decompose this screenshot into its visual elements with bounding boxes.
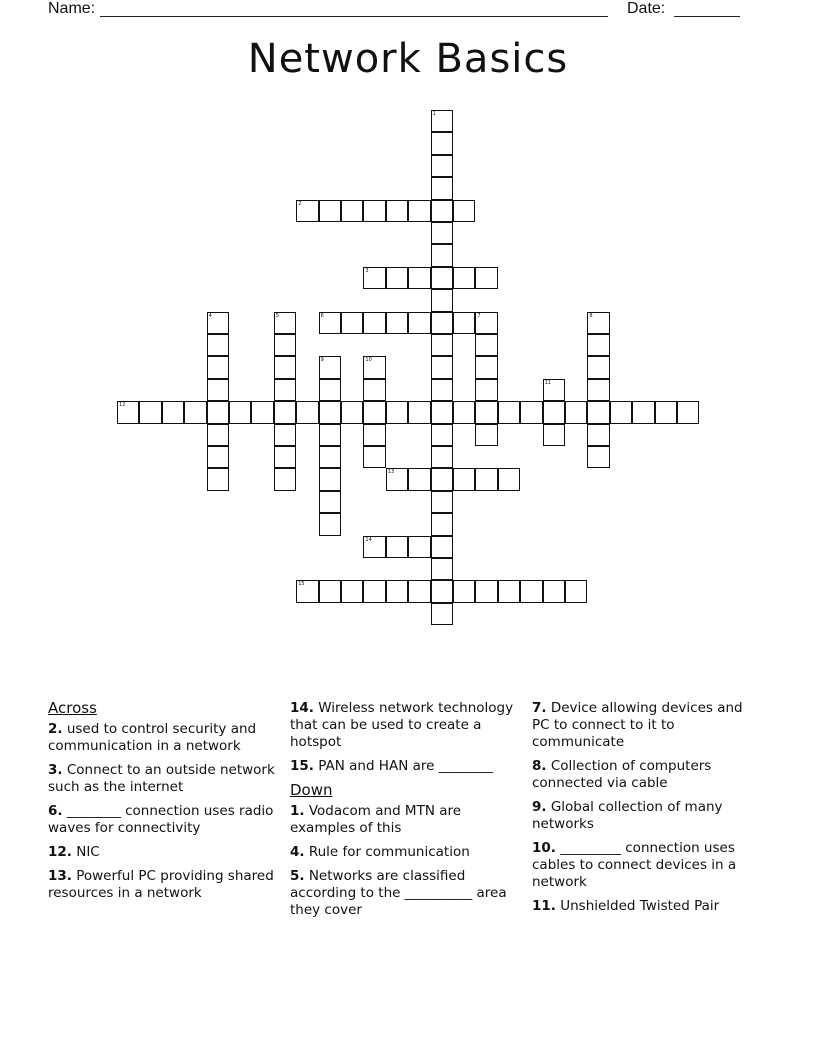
crossword-cell[interactable] — [207, 424, 229, 446]
clue-number: 11. — [532, 898, 556, 914]
crossword-cell[interactable] — [453, 580, 475, 602]
crossword-cell[interactable] — [408, 200, 430, 222]
across-heading: Across — [48, 699, 97, 717]
crossword-cell[interactable] — [632, 401, 654, 423]
crossword-cell[interactable] — [520, 401, 542, 423]
crossword-cell[interactable] — [431, 401, 453, 423]
crossword-cell[interactable] — [319, 312, 341, 334]
crossword-cell[interactable] — [363, 580, 385, 602]
crossword-cell[interactable] — [543, 379, 565, 401]
crossword-cell[interactable] — [475, 401, 497, 423]
crossword-cell[interactable] — [386, 401, 408, 423]
crossword-cell[interactable] — [431, 424, 453, 446]
cell-number: 11 — [544, 379, 551, 386]
crossword-cell[interactable] — [475, 468, 497, 490]
cell-number: 7 — [477, 312, 481, 319]
crossword-cell[interactable] — [386, 580, 408, 602]
crossword-cell[interactable] — [363, 267, 385, 289]
page-title: Network Basics — [247, 36, 569, 82]
crossword-cell[interactable] — [431, 200, 453, 222]
cell-number: 12 — [119, 402, 126, 409]
clues-column-2 — [290, 700, 522, 926]
crossword-cell[interactable] — [655, 401, 677, 423]
crossword-cell[interactable] — [274, 379, 296, 401]
crossword-cell[interactable] — [587, 356, 609, 378]
crossword-cell[interactable] — [431, 334, 453, 356]
crossword-cell[interactable] — [319, 513, 341, 535]
crossword-cell[interactable] — [408, 580, 430, 602]
crossword-cell[interactable] — [431, 132, 453, 154]
crossword-cell[interactable] — [386, 468, 408, 490]
clue-number: 10. — [532, 840, 556, 856]
cell-number: 9 — [320, 357, 324, 364]
clue-number: 14. — [290, 700, 314, 716]
crossword-cell[interactable] — [475, 334, 497, 356]
crossword-cell[interactable] — [431, 244, 453, 266]
crossword-cell[interactable] — [431, 580, 453, 602]
crossword-cell[interactable] — [139, 401, 161, 423]
crossword-cell[interactable] — [431, 267, 453, 289]
clue-across-13 — [48, 868, 283, 902]
crossword-cell[interactable] — [587, 334, 609, 356]
clue-text: Wireless network technology that can be used to create a hotspot — [290, 700, 514, 750]
crossword-cell[interactable] — [587, 446, 609, 468]
crossword-cell[interactable] — [475, 424, 497, 446]
crossword-cell[interactable] — [431, 468, 453, 490]
cell-number: 1 — [432, 111, 436, 117]
clue-text: used to control security and communication in a network — [48, 721, 257, 754]
crossword-cell[interactable] — [543, 580, 565, 602]
crossword-cell[interactable] — [431, 379, 453, 401]
crossword-cell[interactable] — [341, 312, 363, 334]
crossword-cell[interactable] — [587, 312, 609, 334]
crossword-cell[interactable] — [475, 267, 497, 289]
crossword-cell[interactable] — [274, 446, 296, 468]
crossword-cell[interactable] — [431, 536, 453, 558]
crossword-cell[interactable] — [363, 356, 385, 378]
crossword-cell[interactable] — [162, 401, 184, 423]
clue-text: Vodacom and MTN are examples of this — [290, 803, 462, 836]
crossword-cell[interactable] — [431, 155, 453, 177]
crossword-cell[interactable] — [363, 379, 385, 401]
crossword-cell[interactable] — [431, 222, 453, 244]
crossword-cell[interactable] — [408, 401, 430, 423]
crossword-cell[interactable] — [274, 401, 296, 423]
clue-number: 8. — [532, 758, 547, 774]
crossword-cell[interactable] — [319, 356, 341, 378]
crossword-cell[interactable] — [475, 356, 497, 378]
crossword-cell[interactable] — [363, 536, 385, 558]
clue-number: 12. — [48, 844, 72, 860]
crossword-cell[interactable] — [453, 200, 475, 222]
crossword-cell[interactable] — [475, 580, 497, 602]
crossword-cell[interactable] — [498, 468, 520, 490]
cell-number: 3 — [365, 267, 369, 274]
crossword-cell[interactable] — [565, 580, 587, 602]
crossword-cell[interactable] — [363, 312, 385, 334]
crossword-cell[interactable] — [431, 177, 453, 199]
crossword-cell[interactable] — [453, 468, 475, 490]
clues-column-3 — [532, 700, 762, 922]
clue-across-14 — [290, 700, 522, 751]
crossword-cell[interactable] — [341, 200, 363, 222]
crossword-cell[interactable] — [431, 356, 453, 378]
crossword-cell[interactable] — [296, 580, 318, 602]
clue-across-6 — [48, 803, 283, 837]
crossword-cell[interactable] — [319, 401, 341, 423]
crossword-cell[interactable] — [386, 200, 408, 222]
clue-down-9 — [532, 799, 762, 833]
crossword-cell[interactable] — [453, 312, 475, 334]
clue-number: 15. — [290, 758, 314, 774]
crossword-cell[interactable] — [207, 468, 229, 490]
clue-down-7 — [532, 700, 762, 751]
crossword-cell[interactable] — [207, 312, 229, 334]
crossword-cell[interactable] — [296, 200, 318, 222]
crossword-cell[interactable] — [431, 289, 453, 311]
crossword-cell[interactable] — [431, 446, 453, 468]
crossword-cell[interactable] — [587, 379, 609, 401]
crossword-cell[interactable] — [117, 401, 139, 423]
clue-number: 4. — [290, 844, 305, 860]
crossword-cell[interactable] — [274, 356, 296, 378]
crossword-cell[interactable] — [363, 200, 385, 222]
clue-text: Connect to an outside network such as the internet — [48, 762, 275, 795]
crossword-cell[interactable] — [431, 513, 453, 535]
crossword-cell[interactable] — [319, 446, 341, 468]
clue-number: 2. — [48, 721, 63, 737]
crossword-cell[interactable] — [543, 424, 565, 446]
clue-number: 9. — [532, 799, 547, 815]
clue-down-11 — [532, 898, 762, 915]
clue-across-2 — [48, 721, 283, 755]
crossword-cell[interactable] — [453, 267, 475, 289]
crossword-cell[interactable] — [341, 401, 363, 423]
crossword-cell[interactable] — [363, 446, 385, 468]
crossword-cell[interactable] — [319, 424, 341, 446]
crossword-cell[interactable] — [431, 491, 453, 513]
crossword-cell[interactable] — [274, 468, 296, 490]
crossword-cell[interactable] — [296, 401, 318, 423]
crossword-cell[interactable] — [543, 401, 565, 423]
crossword-cell[interactable] — [408, 536, 430, 558]
cell-number: 5 — [275, 312, 279, 319]
crossword-cell[interactable] — [431, 312, 453, 334]
crossword-cell[interactable] — [520, 580, 542, 602]
crossword-cell[interactable] — [431, 558, 453, 580]
down-heading: Down — [290, 781, 333, 799]
cell-number: 15 — [298, 581, 305, 588]
crossword-cell[interactable] — [207, 401, 229, 423]
clues-column-1 — [48, 700, 283, 909]
clue-down-10 — [532, 840, 762, 891]
crossword-cell[interactable] — [408, 267, 430, 289]
crossword-cell[interactable] — [363, 401, 385, 423]
clue-down-1 — [290, 803, 522, 837]
crossword-cell[interactable] — [229, 401, 251, 423]
clue-text: Networks are classified according to the __________ area they cover — [290, 868, 507, 918]
cell-number: 2 — [298, 200, 302, 207]
crossword-cell[interactable] — [408, 468, 430, 490]
crossword-cell[interactable] — [319, 491, 341, 513]
clue-across-15 — [290, 758, 522, 775]
clue-text: Device allowing devices and PC to connect to it to communicate — [532, 700, 743, 750]
crossword-cell[interactable] — [610, 401, 632, 423]
crossword-cell[interactable] — [251, 401, 273, 423]
crossword-cell[interactable] — [274, 424, 296, 446]
crossword-cell[interactable] — [207, 379, 229, 401]
clue-text: Unshielded Twisted Pair — [560, 898, 720, 914]
clue-down-4 — [290, 844, 522, 861]
clue-number: 1. — [290, 803, 305, 819]
clue-text: Global collection of many networks — [532, 799, 723, 832]
crossword-cell[interactable] — [319, 468, 341, 490]
cell-number: 6 — [320, 312, 324, 319]
crossword-cell[interactable] — [386, 536, 408, 558]
clue-number: 6. — [48, 803, 63, 819]
crossword-cell[interactable] — [386, 267, 408, 289]
clue-across-12 — [48, 844, 283, 861]
clue-number: 5. — [290, 868, 305, 884]
clue-number: 13. — [48, 868, 72, 884]
crossword-cell[interactable] — [431, 110, 453, 132]
crossword-cell[interactable] — [319, 200, 341, 222]
clue-text: ________ connection uses radio waves for connectivity — [48, 803, 274, 836]
cell-number: 13 — [387, 469, 395, 476]
clue-text: Rule for communication — [308, 844, 470, 860]
crossword-cell[interactable] — [207, 446, 229, 468]
crossword-cell[interactable] — [565, 401, 587, 423]
clue-text: PAN and HAN are ________ — [318, 758, 493, 774]
name-label: Name: — [48, 0, 96, 17]
crossword-cell[interactable] — [207, 334, 229, 356]
crossword-cell[interactable] — [363, 424, 385, 446]
crossword-cell[interactable] — [431, 603, 453, 625]
cell-number: 10 — [365, 357, 372, 364]
crossword-cell[interactable] — [386, 312, 408, 334]
crossword-cell[interactable] — [475, 379, 497, 401]
clue-text: _________ connection uses cables to connect devices in a network — [532, 840, 737, 890]
crossword-cell[interactable] — [319, 379, 341, 401]
clue-number: 7. — [532, 700, 547, 716]
date-label: Date: — [627, 0, 666, 17]
crossword-cell[interactable] — [498, 580, 520, 602]
crossword-cell[interactable] — [274, 334, 296, 356]
crossword-cell[interactable] — [587, 424, 609, 446]
crossword-cell[interactable] — [274, 312, 296, 334]
cell-number: 4 — [208, 312, 212, 319]
crossword-cell[interactable] — [587, 401, 609, 423]
clue-text: NIC — [76, 844, 100, 860]
clue-text: Powerful PC providing shared resources in a network — [48, 868, 274, 901]
clue-text: Collection of computers connected via cable — [532, 758, 712, 791]
clue-down-8 — [532, 758, 762, 792]
crossword-cell[interactable] — [341, 580, 363, 602]
crossword-cell[interactable] — [498, 401, 520, 423]
crossword-cell[interactable] — [475, 312, 497, 334]
clue-number: 3. — [48, 762, 63, 778]
cell-number: 8 — [589, 312, 593, 319]
crossword-cell[interactable] — [408, 312, 430, 334]
cell-number: 14 — [365, 536, 372, 543]
crossword-cell[interactable] — [453, 401, 475, 423]
crossword-cell[interactable] — [319, 580, 341, 602]
crossword-cell[interactable] — [207, 356, 229, 378]
clue-across-3 — [48, 762, 283, 796]
clue-down-5 — [290, 868, 522, 919]
crossword-cell[interactable] — [677, 401, 699, 423]
crossword-cell[interactable] — [184, 401, 206, 423]
